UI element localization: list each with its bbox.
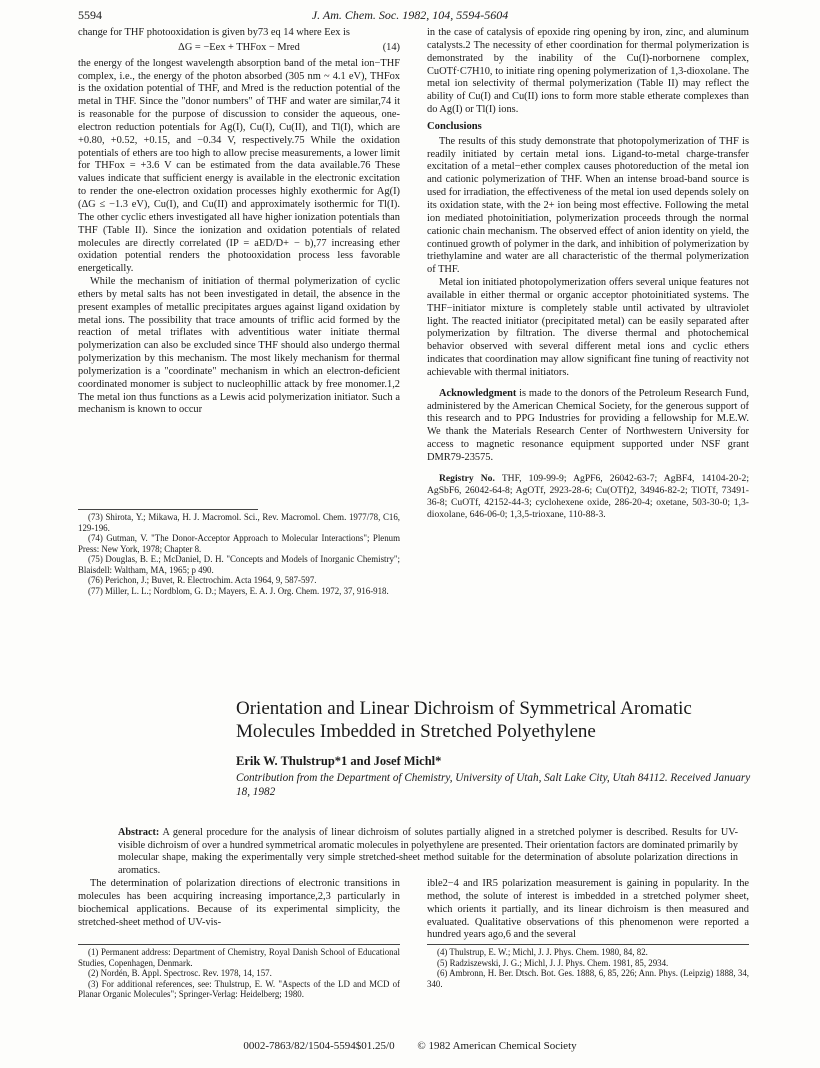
footnote: (75) Douglas, B. E.; McDaniel, D. H. "Concepts and Models of Inorganic Chemistry"; Blaisdell: Waltham, MA, 1965; p 490. [78, 554, 400, 575]
footnote: (2) Nordén, B. Appl. Spectrosc. Rev. 1978, 14, 157. [88, 968, 272, 978]
conclusions-heading: Conclusions [427, 120, 482, 132]
paragraph: While the mechanism of initiation of thermal polymerization of cyclic ethers by metal salts has not been investigated in detail, the absence in the present examples of metallic precipitates argues against ligand oxidation by metal ions. The possibility that trace amounts of triflic acid formed by the reaction of metal triflates with adventitious water initiate thermal polymerization can also be excluded since THF should also undergo thermal polymerization by this mechanism. The most likely mechanism for thermal polymerization is a "coordinate" mechanism in which an electron-deficient coordinated monomer is subject to nucleophillic attack by free monomer.1,2 The metal ion thus functions as a Lewis acid polymerization initiator. Such a mechanism is known to occur [78, 276, 400, 416]
equation-text: ΔG = −Eex + THFox − Mred [178, 41, 300, 53]
abstract [118, 827, 738, 878]
equation-number: (14) [382, 41, 400, 53]
footnote-rule [78, 944, 400, 945]
journal-header: J. Am. Chem. Soc. 1982, 104, 5594-5604 [311, 8, 509, 22]
footnote-rule [427, 944, 749, 945]
left-column [78, 27, 400, 417]
paragraph: Metal ion initiated photopolymerization offers several unique features not available in either thermal or organic acceptor photoinitiated systems. The THF−initiator mixture is completely stable until activated by ultraviolet light. The reacted initiator (precipitated metal) can be easily separated after polymerization by filtration. The diverse thermal and photochemical behavior observed with several different metal ions and cyclic ethers indicates that coordination may allow significant fine tuning of reactivity not achievable with thermal initiators. [427, 277, 749, 378]
paragraph: the energy of the longest wavelength absorption band of the metal ion−THF complex, i.e., the energy of the photon absorbed (305 nm ~ 4.1 eV), THFox is the oxidation potential of THF, and Mred is the reduction potential of the metal in THF. Since the "donor numbers" of THF and water are similar,74 it is reasonable for the purpose of discussion to consider the aqueous, one-electron reduction potentials for Ag(I), Cu(I), Cu(II), and Tl(I), which are +0.80, +0.52, +0.15, and −0.34 V, respectively.75 While the oxidation potentials of ethers are too high to allow precise measurements, a lower limit for THFox = +3.6 V can be estimated from the data available.76 These values indicate that sufficient energy is available in the electronic excitation to render the one-electron oxidation processes highly exothermic for Ag(I) (ΔG ≤ −1.3 eV), Cu(I), and Cu(II) and approximately isothermic for Tl(I). The other cyclic ethers investigated all have higher ionization potentials than THF (Table II). Since the ionization and oxidation potentials of related molecules are directly correlated (IP = aED/D+ − b),77 increasing ether oxidation potential renders the photooxidation process less favorable energetically. [78, 57, 400, 275]
footnote: (73) Shirota, Y.; Mikawa, H. J. Macromol. Sci., Rev. Macromol. Chem. 1977/78, C16, 129-196. [78, 512, 400, 533]
footnotes-left [78, 512, 400, 596]
abstract-label: Abstract: [118, 827, 160, 838]
footnote: (5) Radziszewski, J. G.; Michl, J. J. Phys. Chem. 1981, 85, 2934. [437, 957, 669, 968]
registry-label: Registry No. [439, 472, 495, 484]
intro-line: change for THF photooxidation is given by73 eq 14 where Eex is [78, 27, 350, 38]
article-title: Orientation and Linear Dichroism of Symmetrical Aromatic Molecules Imbedded in Stretched Polyethylene [236, 698, 692, 742]
paragraph: ible2−4 and IR5 polarization measurement is gaining in popularity. In the method, the solute of interest is imbedded in a stretched polymer sheet, which orients it partially, and its linear dichroism is then measured and evaluated. Qualitative observations of this phenomenon were reported a hundred years ago,6 and the several [427, 878, 749, 941]
footnote: (74) Gutman, V. "The Donor-Acceptor Approach to Molecular Interactions"; Plenum Press: New York, 1978; Chapter 8. [78, 533, 400, 554]
article-affiliation: Contribution from the Department of Chemistry, University of Utah, Salt Lake City, Utah 84112. Received January 18, 1982 [236, 772, 751, 798]
equation-14 [78, 42, 400, 55]
footnote: (4) Thulstrup, E. W.; Michl, J. J. Phys. Chem. 1980, 84, 82. [437, 947, 648, 957]
copyright: © 1982 American Chemical Society [417, 1040, 577, 1052]
page-number: 5594 [78, 8, 102, 22]
registry-numbers [427, 473, 749, 521]
footnote-rule [78, 509, 258, 510]
paragraph: The determination of polarization directions of electronic transitions in molecules has been acquiring increasing importance,2,3 particularly in biochemical applications. Because of its experimental simplicity, the stretched-sheet method of UV-vis- [78, 878, 400, 928]
footnote: (6) Ambronn, H. Ber. Dtsch. Bot. Ges. 1888, 6, 85, 226; Ann. Phys. (Leipzig) 1888, 34, 340. [427, 968, 749, 989]
acknowledgment [427, 388, 749, 465]
footnote: (3) For additional references, see: Thulstrup, E. W. "Aspects of the LD and MCD of Planar Organic Molecules"; Springer-Verlag: Heidelberg; 1980. [78, 978, 400, 999]
right-column [427, 27, 749, 521]
footnote: (77) Miller, L. L.; Nordblom, G. D.; Mayers, E. A. J. Org. Chem. 1972, 37, 916-918. [88, 585, 389, 596]
page-footer [0, 1040, 820, 1052]
footnotes-body-right [427, 947, 749, 989]
article-authors: Erik W. Thulstrup*1 and Josef Michl* [236, 754, 442, 768]
body-right [427, 878, 749, 942]
acknowledgment-label: Acknowledgment [439, 387, 517, 399]
footnotes-body-left [78, 947, 400, 1000]
article-code: 0002-7863/82/1504-5594$01.25/0 [243, 1040, 395, 1052]
abstract-text: A general procedure for the analysis of linear dichroism of solutes partially aligned in a stretched polymer is described. Results for UV-visible dichroism of over a hundred symmetrical aromatic molecules in polyethylene are presented. Their orientation factors are dominated primarily by molecular shape, making the experimentally very simple stretched-sheet method suitable for the determination of absolute polarization directions in aromatics. [118, 827, 739, 877]
footnote: (76) Perichon, J.; Buvet, R. Electrochim. Acta 1964, 9, 587-597. [88, 575, 317, 585]
paragraph: The results of this study demonstrate that photopolymerization of THF is readily initiated by certain metal ions. Ligand-to-metal charge-transfer excitation of a metal−ether complex causes photoreduction of the metal ion and cationic polymerization of THF. When an intense broad-band source is used for irradiation, the effectiveness of the metal ion used depends solely on its oxidation state, with the 2+ ion being most effective. Following the metal ion mediated photoinitiation, polymerization proceeds through the normal cationic chain mechanism. The observed effect of anion identity on yield, the continued growth of polymer in the dark, and inhibition of polymerization by triethylamine and water are all characteristic of the thermal polymerization of THF. [427, 135, 749, 276]
footnote: (1) Permanent address: Department of Chemistry, Royal Danish School of Educational Studies, Copenhagen, Denmark. [78, 947, 400, 968]
body-left [78, 878, 400, 929]
registry-text: THF, 109-99-9; AgPF6, 26042-63-7; AgBF4, 14104-20-2; AgSbF6, 26042-64-8; AgOTf, 2923-28-6; Cu(OTf)2, 34946-82-2; TlOTf, 73491-36-8; CuOTf, 42152-44-3; cyclohexene oxide, 286-20-4; oxetane, 503-30-0; 1,3-dioxolane, 646-06-0; 1,3,5-trioxane, 110-88-3. [427, 472, 749, 520]
acknowledgment-text: is made to the donors of the Petroleum Research Fund, administered by the American Chemical Society, for the generous support of this research and to PPG Industries for providing a fellowship for M.E.W. We thank the Materials Research Center of Northwestern University for access to magnetic resonance equipment supported under NSF grant DMR79-23575. [427, 387, 749, 463]
paragraph: in the case of catalysis of epoxide ring opening by iron, zinc, and aluminum catalysts.2 The necessity of ether coordination for thermal polymerization is demonstrated by the inability of the Cu(I)-norbornene complex, CuOTf·C7H10, to initiate ring opening polymerization of 1,3-dioxolane. The metal ion selectivity of thermal polymerization (Table II) may reflect the ability of Cu(I) and Cu(II) ions to form more stable etherate complexes than do Ag(I) or Tl(I) ions. [427, 27, 749, 116]
